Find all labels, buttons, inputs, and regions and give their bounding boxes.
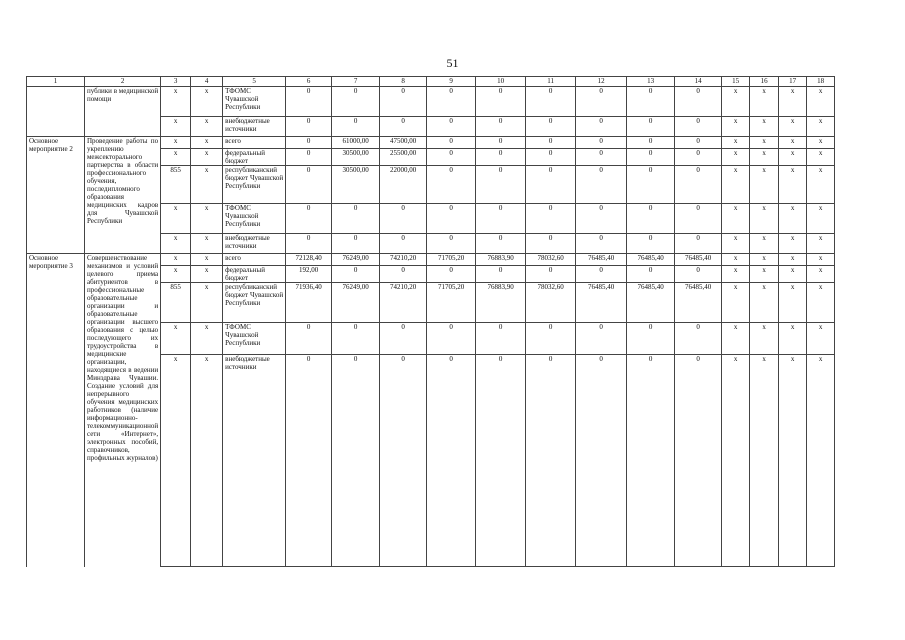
amount-cell: 0 [675,355,722,567]
amount-cell: 0 [526,266,576,283]
table-row [27,87,835,117]
funding-source: ТФОМС Чувашской Республики [223,204,286,234]
classifier-code: x [191,166,223,204]
mark-cell: x [750,137,779,149]
measure-name: Основное мероприятие 2 [27,137,85,254]
classifier-code: x [191,117,223,137]
amount-cell: 0 [576,166,627,204]
amount-cell: 0 [332,266,380,283]
amount-cell: 76883,90 [476,254,526,266]
measure-description: Совершенствование механизмов и условий целевого приема абитуриентов в профессиональные образовательные организации и образовательные организации высшего образования с целью последующего их трудоустройства в медицинские организации, находящиеся в ведении Минздрава Чувашии. Создание условий для непрерывного обучения медицинских работников (наличие информационно-телекоммуникационной сети «Интернет», электронных пособий, справочников, профильных журналов) [85,254,161,567]
mark-cell: x [807,283,835,323]
column-number: 7 [332,77,380,87]
amount-cell: 192,00 [286,266,332,283]
amount-cell: 0 [286,234,332,254]
amount-cell: 0 [576,355,627,567]
amount-cell: 0 [675,323,722,355]
amount-cell: 0 [476,149,526,166]
amount-cell: 76485,40 [627,254,675,266]
mark-cell: x [750,283,779,323]
mark-cell: x [779,166,807,204]
mark-cell: x [807,204,835,234]
funding-source: республиканский бюджет Чувашской Республики [223,166,286,204]
amount-cell: 30500,00 [332,166,380,204]
column-number: 8 [380,77,427,87]
executor-code: x [161,87,191,117]
amount-cell: 0 [627,323,675,355]
column-number: 16 [750,77,779,87]
funding-source: федеральный бюджет [223,149,286,166]
mark-cell: x [722,266,750,283]
amount-cell: 0 [286,149,332,166]
executor-code: 855 [161,166,191,204]
amount-cell: 0 [427,117,476,137]
amount-cell: 0 [476,323,526,355]
funding-source: всего [223,137,286,149]
column-number: 6 [286,77,332,87]
amount-cell: 0 [476,234,526,254]
executor-code: x [161,149,191,166]
mark-cell: x [807,234,835,254]
funding-source: ТФОМС Чувашской Республики [223,323,286,355]
amount-cell: 0 [576,117,627,137]
column-number: 13 [627,77,675,87]
amount-cell: 0 [332,204,380,234]
amount-cell: 0 [675,166,722,204]
column-number: 3 [161,77,191,87]
amount-cell: 0 [627,266,675,283]
amount-cell: 0 [427,166,476,204]
amount-cell: 0 [526,323,576,355]
mark-cell: x [722,283,750,323]
amount-cell: 47500,00 [380,137,427,149]
amount-cell: 0 [427,234,476,254]
classifier-code: x [191,234,223,254]
amount-cell: 0 [286,204,332,234]
amount-cell: 0 [476,87,526,117]
mark-cell: x [750,266,779,283]
mark-cell: x [722,137,750,149]
executor-code: x [161,204,191,234]
amount-cell: 71705,20 [427,283,476,323]
amount-cell: 0 [427,204,476,234]
amount-cell: 0 [476,166,526,204]
classifier-code: x [191,355,223,567]
amount-cell: 78032,60 [526,254,576,266]
classifier-code: x [191,204,223,234]
executor-code: x [161,266,191,283]
mark-cell: x [807,137,835,149]
mark-cell: x [722,204,750,234]
mark-cell: x [722,355,750,567]
funding-source: всего [223,254,286,266]
amount-cell: 76485,40 [675,254,722,266]
mark-cell: x [779,283,807,323]
mark-cell: x [779,149,807,166]
column-number: 15 [722,77,750,87]
amount-cell: 0 [576,204,627,234]
amount-cell: 0 [286,87,332,117]
amount-cell: 0 [576,149,627,166]
amount-cell: 74210,20 [380,254,427,266]
amount-cell: 72128,40 [286,254,332,266]
amount-cell: 76485,40 [675,283,722,323]
amount-cell: 0 [476,137,526,149]
amount-cell: 76249,00 [332,254,380,266]
amount-cell: 0 [380,117,427,137]
classifier-code: x [191,149,223,166]
amount-cell: 0 [332,87,380,117]
amount-cell: 0 [627,234,675,254]
measure-name [27,87,85,137]
mark-cell: x [779,234,807,254]
mark-cell: x [807,254,835,266]
amount-cell: 0 [576,266,627,283]
measure-name: Основное мероприятие 3 [27,254,85,567]
table-row [27,254,835,266]
amount-cell: 0 [526,149,576,166]
mark-cell: x [807,166,835,204]
mark-cell: x [750,355,779,567]
amount-cell: 0 [526,355,576,567]
funding-source: внебюджетные источники [223,355,286,567]
executor-code: x [161,254,191,266]
page-number: 51 [446,56,459,70]
column-number: 14 [675,77,722,87]
classifier-code: x [191,283,223,323]
mark-cell: x [779,266,807,283]
mark-cell: x [750,87,779,117]
amount-cell: 0 [476,266,526,283]
table-row [27,137,835,149]
mark-cell: x [750,234,779,254]
mark-cell: x [722,117,750,137]
amount-cell: 74210,20 [380,283,427,323]
mark-cell: x [750,323,779,355]
mark-cell: x [807,149,835,166]
column-number: 17 [779,77,807,87]
column-number: 5 [223,77,286,87]
mark-cell: x [779,323,807,355]
amount-cell: 0 [380,87,427,117]
column-number: 18 [807,77,835,87]
amount-cell: 0 [286,117,332,137]
classifier-code: x [191,254,223,266]
mark-cell: x [779,137,807,149]
mark-cell: x [807,117,835,137]
amount-cell: 0 [286,323,332,355]
header-row [27,77,835,87]
amount-cell: 0 [526,117,576,137]
amount-cell: 0 [476,117,526,137]
amount-cell: 0 [675,266,722,283]
classifier-code: x [191,323,223,355]
column-number: 1 [27,77,85,87]
mark-cell: x [722,87,750,117]
mark-cell: x [750,166,779,204]
mark-cell: x [779,204,807,234]
measure-description: публики в медицинской помощи [85,87,161,137]
amount-cell: 0 [675,117,722,137]
amount-cell: 76883,90 [476,283,526,323]
executor-code: x [161,323,191,355]
amount-cell: 0 [675,204,722,234]
mark-cell: x [807,355,835,567]
mark-cell: x [807,87,835,117]
classifier-code: x [191,137,223,149]
budget-table [26,76,835,567]
amount-cell: 0 [526,166,576,204]
amount-cell: 0 [380,323,427,355]
amount-cell: 0 [627,149,675,166]
amount-cell: 0 [576,137,627,149]
amount-cell: 76485,40 [576,254,627,266]
mark-cell: x [750,204,779,234]
column-number: 12 [576,77,627,87]
amount-cell: 0 [332,355,380,567]
amount-cell: 0 [476,204,526,234]
amount-cell: 0 [380,234,427,254]
amount-cell: 0 [627,166,675,204]
amount-cell: 0 [526,234,576,254]
executor-code: 855 [161,283,191,323]
executor-code: x [161,355,191,567]
funding-source: республиканский бюджет Чувашской Республики [223,283,286,323]
amount-cell: 0 [427,323,476,355]
amount-cell: 0 [427,149,476,166]
amount-cell: 0 [526,137,576,149]
amount-cell: 25500,00 [380,149,427,166]
amount-cell: 0 [286,166,332,204]
column-number: 11 [526,77,576,87]
amount-cell: 76485,40 [627,283,675,323]
mark-cell: x [779,254,807,266]
mark-cell: x [722,166,750,204]
amount-cell: 0 [332,117,380,137]
mark-cell: x [779,355,807,567]
executor-code: x [161,137,191,149]
column-number: 2 [85,77,161,87]
amount-cell: 0 [675,149,722,166]
amount-cell: 0 [675,234,722,254]
amount-cell: 0 [576,323,627,355]
mark-cell: x [750,117,779,137]
amount-cell: 76249,00 [332,283,380,323]
amount-cell: 0 [476,355,526,567]
amount-cell: 0 [380,204,427,234]
funding-source: федеральный бюджет [223,266,286,283]
amount-cell: 0 [380,355,427,567]
mark-cell: x [722,234,750,254]
classifier-code: x [191,87,223,117]
funding-source: ТФОМС Чувашской Республики [223,87,286,117]
amount-cell: 0 [576,234,627,254]
amount-cell: 0 [332,234,380,254]
mark-cell: x [722,254,750,266]
classifier-code: x [191,266,223,283]
mark-cell: x [750,254,779,266]
amount-cell: 61000,00 [332,137,380,149]
amount-cell: 0 [627,137,675,149]
amount-cell: 0 [286,137,332,149]
amount-cell: 30500,00 [332,149,380,166]
amount-cell: 0 [427,266,476,283]
mark-cell: x [807,323,835,355]
amount-cell: 0 [627,355,675,567]
mark-cell: x [722,149,750,166]
amount-cell: 0 [427,87,476,117]
mark-cell: x [807,266,835,283]
amount-cell: 22000,00 [380,166,427,204]
amount-cell: 0 [526,204,576,234]
amount-cell: 0 [675,87,722,117]
amount-cell: 76485,40 [576,283,627,323]
mark-cell: x [779,87,807,117]
mark-cell: x [722,323,750,355]
column-number: 10 [476,77,526,87]
amount-cell: 0 [627,204,675,234]
amount-cell: 0 [380,266,427,283]
amount-cell: 71705,20 [427,254,476,266]
funding-source: внебюджетные источники [223,117,286,137]
amount-cell: 0 [675,137,722,149]
amount-cell: 0 [427,355,476,567]
funding-source: внебюджетные источники [223,234,286,254]
amount-cell: 0 [332,323,380,355]
measure-description: Проведение работы по укреплению межсекторального партнерства в области профессионального обучения, последипломного образования медицинских кадров для Чувашской Республики [85,137,161,254]
executor-code: x [161,234,191,254]
mark-cell: x [750,149,779,166]
executor-code: x [161,117,191,137]
amount-cell: 0 [627,87,675,117]
amount-cell: 71936,40 [286,283,332,323]
amount-cell: 0 [427,137,476,149]
mark-cell: x [779,117,807,137]
amount-cell: 0 [576,87,627,117]
amount-cell: 0 [526,87,576,117]
amount-cell: 0 [627,117,675,137]
amount-cell: 0 [286,355,332,567]
column-number: 9 [427,77,476,87]
column-number: 4 [191,77,223,87]
amount-cell: 78032,60 [526,283,576,323]
